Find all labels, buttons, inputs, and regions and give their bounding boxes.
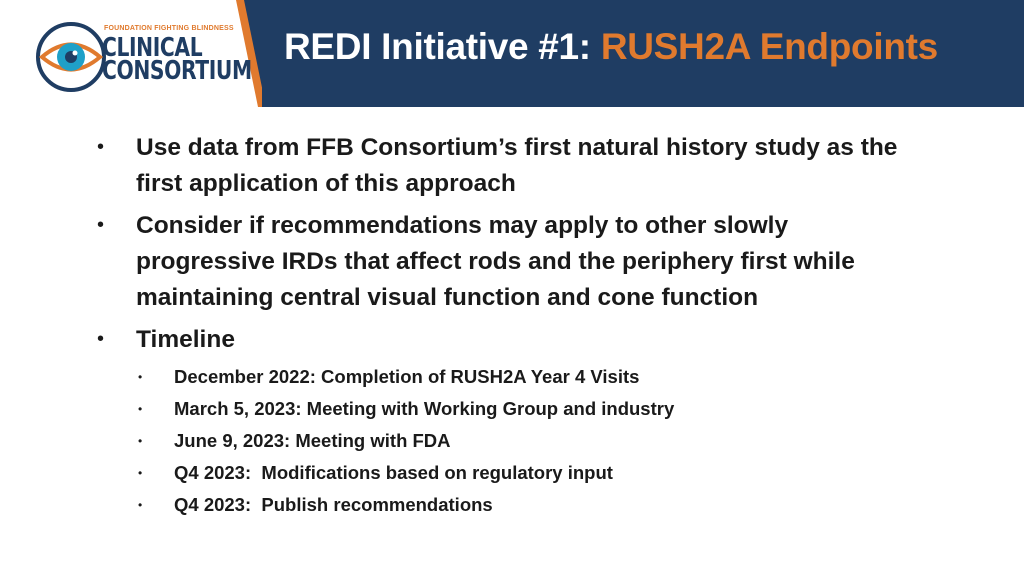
sub-bullet-marker: • xyxy=(138,466,143,480)
title-accent: RUSH2A Endpoints xyxy=(600,26,938,67)
sub-bullet-marker: • xyxy=(138,434,143,448)
logo-wordmark-clinical: CLINICAL xyxy=(102,33,203,63)
bullet-item: Use data from FFB Consortium’s first natural history study as the first application of this approach xyxy=(136,134,898,197)
timeline-item: March 5, 2023: Meeting with Working Group and industry xyxy=(174,398,675,419)
title-prefix: REDI Initiative #1: xyxy=(284,26,601,67)
bullet-marker: • xyxy=(97,214,105,236)
bullet-item: Consider if recommendations may apply to other slowly progressive IRDs that affect rods and the periphery first while maintaining central visual function and cone function xyxy=(136,212,855,311)
timeline-item: Q4 2023: Publish recommendations xyxy=(174,494,493,515)
logo-wordmark-consortium: CONSORTIUM xyxy=(102,56,252,86)
logo-kicker-text: FOUNDATION FIGHTING BLINDNESS xyxy=(104,25,234,32)
bullet-item: Timeline xyxy=(136,326,235,353)
sub-bullet-marker: • xyxy=(138,498,143,512)
timeline-item: Q4 2023: Modifications based on regulatory input xyxy=(174,462,613,483)
bullet-marker: • xyxy=(97,136,105,158)
sub-bullet-marker: • xyxy=(138,402,143,416)
timeline-item: December 2022: Completion of RUSH2A Year 4 Visits xyxy=(174,366,640,387)
eye-logo-icon xyxy=(36,22,106,92)
slide-title xyxy=(284,26,938,68)
bullet-marker: • xyxy=(97,328,105,350)
timeline-item: June 9, 2023: Meeting with FDA xyxy=(174,430,451,451)
sub-bullet-marker: • xyxy=(138,370,143,384)
